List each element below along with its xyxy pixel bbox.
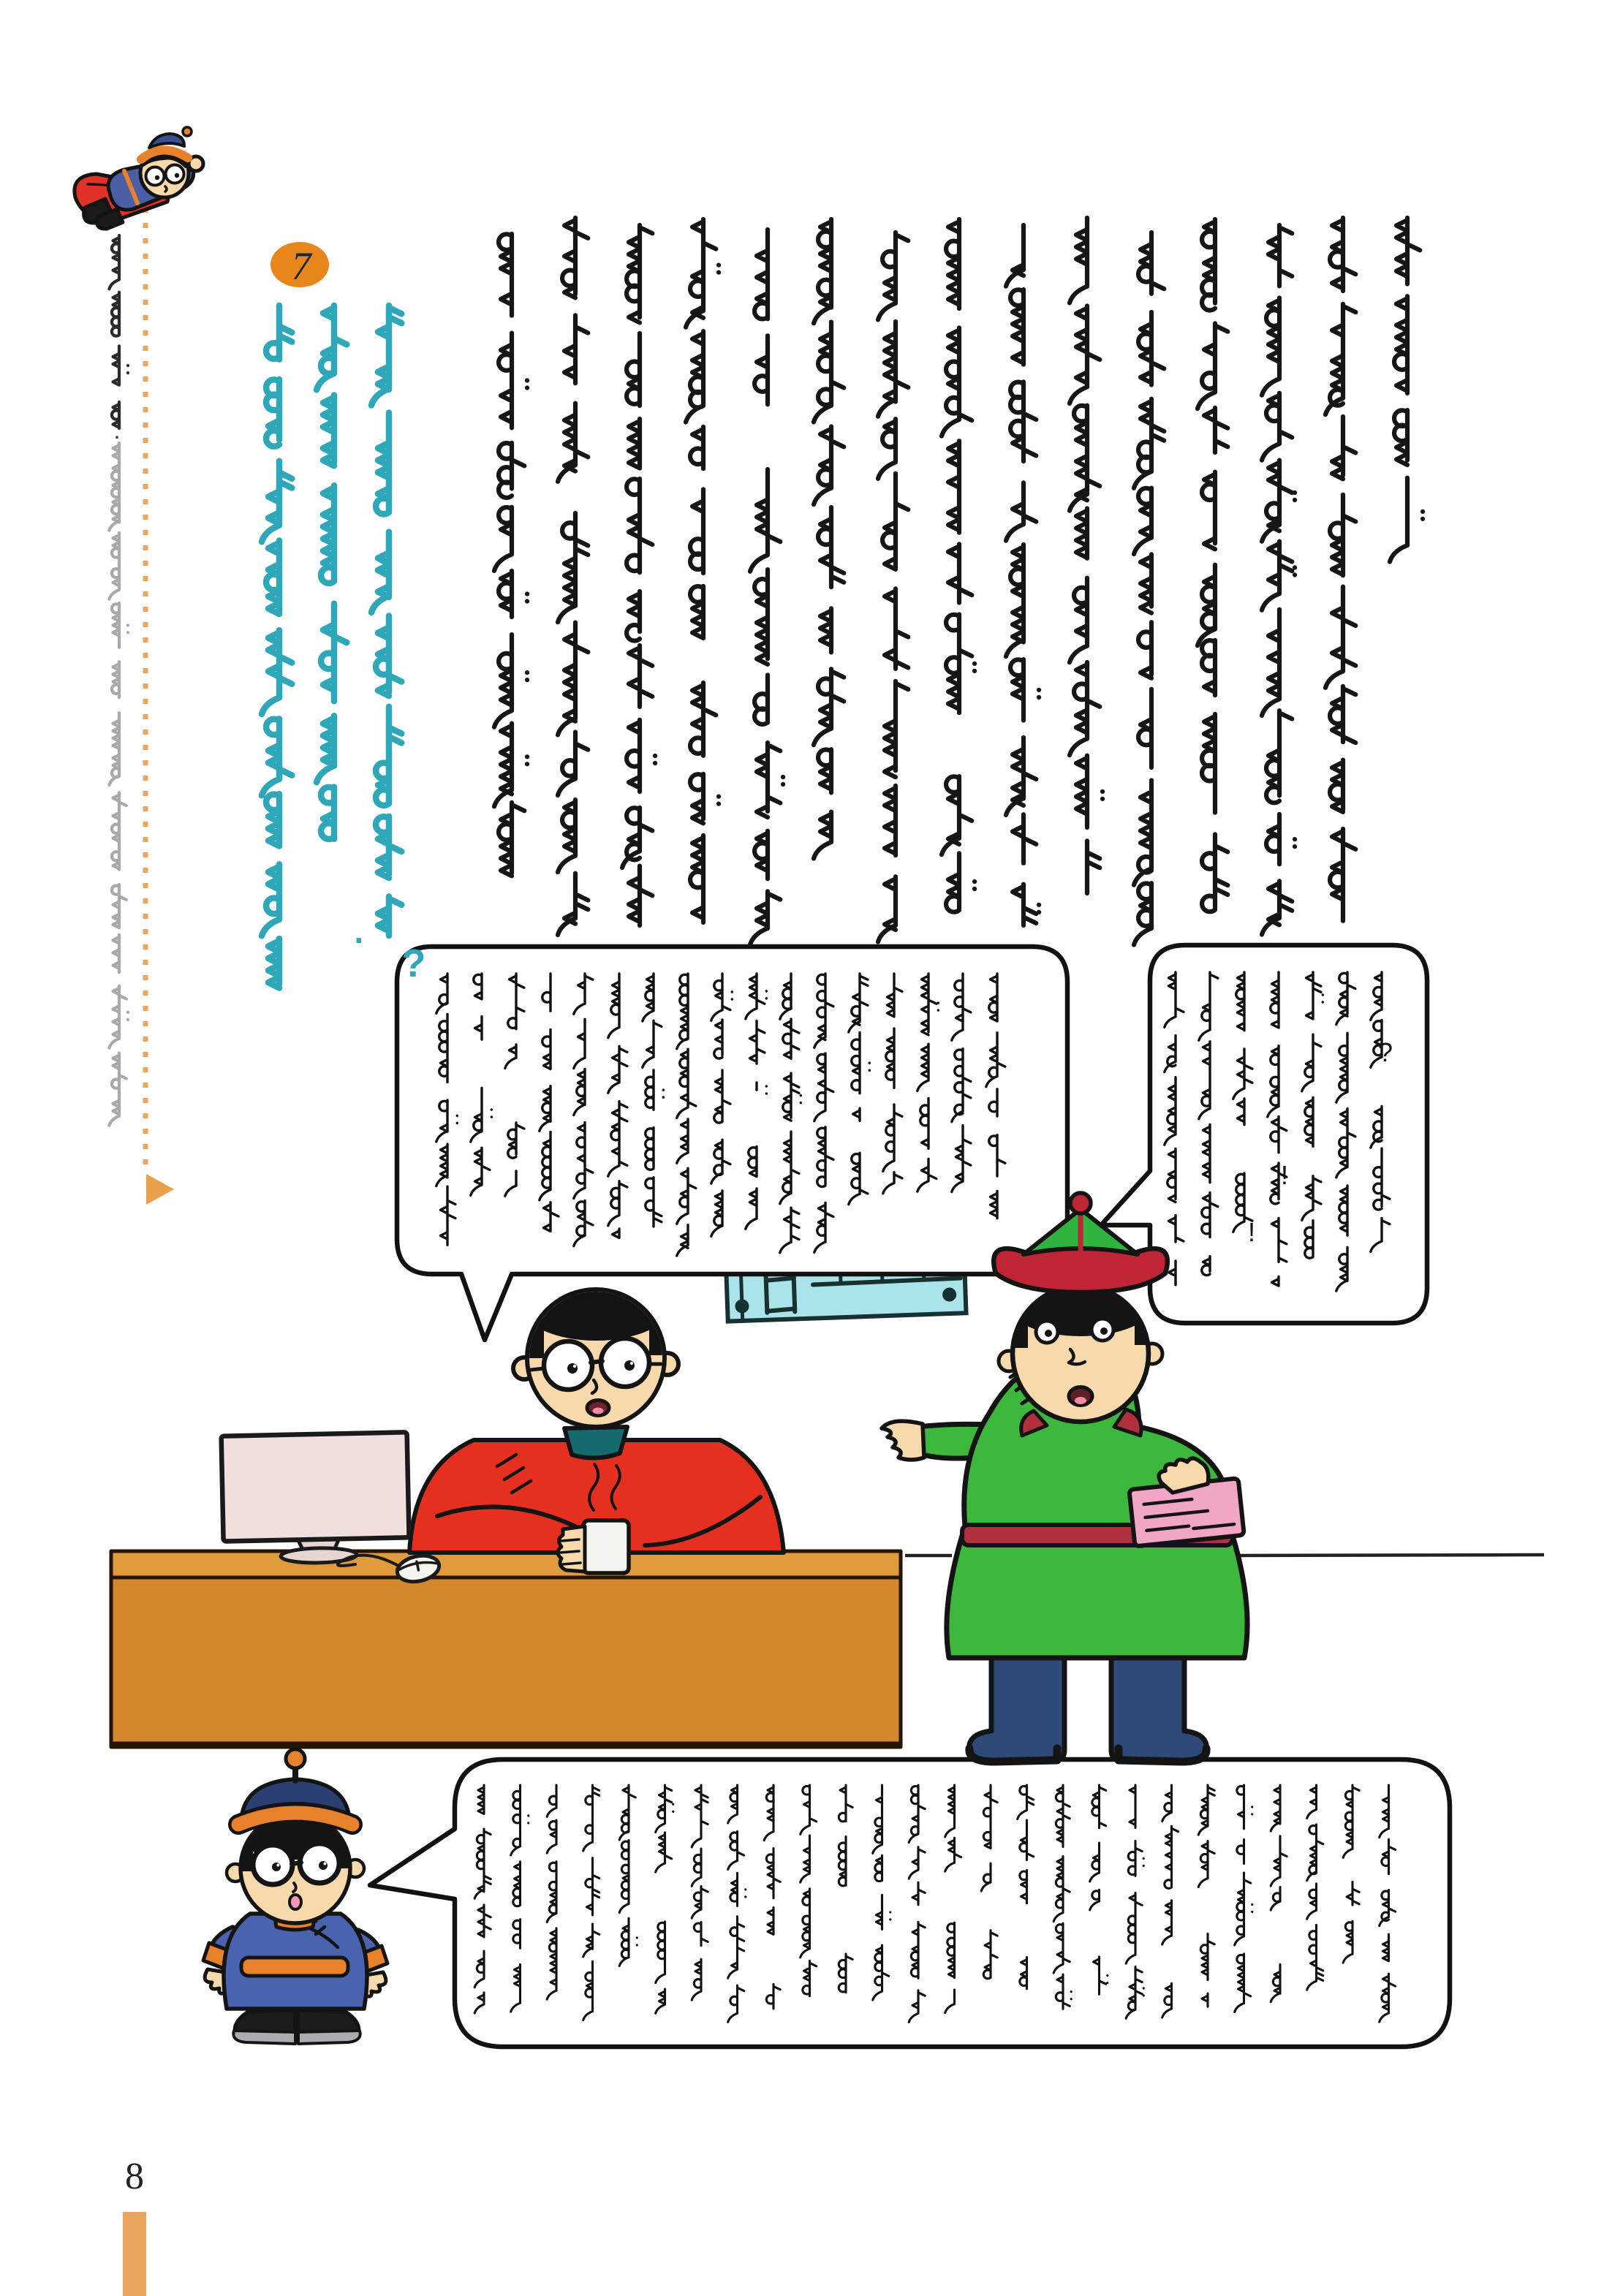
mascot-hat (149, 134, 184, 148)
flying-mascot (75, 127, 203, 229)
mark-teal-comma-dot: · (354, 921, 366, 959)
standing-man-hat-knob (1070, 1193, 1091, 1213)
standing-man-hand (882, 1421, 924, 1460)
speech-bubble-bottom (370, 1759, 1450, 2047)
desk-top (111, 1551, 901, 1577)
script-column (1325, 218, 1355, 921)
standing-man-hat-brim (994, 1248, 1168, 1292)
script-column (814, 219, 844, 859)
lesson-number: 7 (291, 244, 311, 288)
script-column (262, 306, 292, 988)
script-column (494, 234, 527, 876)
script-column (878, 232, 908, 942)
desk (111, 1551, 901, 1747)
boy (203, 1749, 387, 2044)
seated-man-glasses (544, 1341, 592, 1390)
lesson-badge (270, 242, 329, 288)
script-column (686, 219, 719, 922)
page-number: 8 (125, 2156, 144, 2197)
standing-man-hand-2 (1159, 1458, 1208, 1493)
mug (583, 1520, 629, 1573)
script-column (750, 230, 783, 945)
script-column (1390, 218, 1423, 562)
desk-front (111, 1577, 901, 1747)
script-column (1006, 225, 1039, 925)
standing-man-boot-left (969, 1658, 1064, 1762)
script-block-sidebar-heading-gray (109, 443, 128, 1126)
footer-bar (123, 2212, 146, 2296)
script-column (109, 443, 128, 1126)
boy-hat-knob (286, 1749, 305, 1768)
monitor-screen (222, 1432, 409, 1541)
script-column (1198, 219, 1227, 912)
boy-mouth (290, 1895, 301, 1909)
chart-pin-icon (735, 1300, 749, 1314)
script-column (1262, 225, 1295, 935)
script-column (942, 219, 975, 912)
script-block-main-passage (494, 218, 1423, 945)
script-column (558, 218, 588, 935)
sidebar-guide (145, 208, 174, 1205)
script-block-teal-question (262, 306, 401, 988)
boy-belt (241, 1958, 348, 1976)
mark-teal-question-mark: ? (401, 941, 426, 985)
script-column (371, 306, 401, 936)
script-column (622, 225, 655, 925)
mascot-glasses (146, 167, 164, 186)
script-column (109, 235, 128, 428)
monitor-base (281, 1547, 357, 1564)
chart-pin-icon-2 (942, 1288, 956, 1302)
seated-man-collar (564, 1427, 627, 1458)
arrow-triangle-icon (146, 1174, 174, 1205)
script-column (1070, 218, 1102, 893)
mark-bubble-right-exclamation-2: ! (1247, 1217, 1256, 1247)
script-column (317, 306, 347, 839)
mark-bubble-right-question-mark: ? (1377, 1037, 1393, 1067)
script-column (1134, 232, 1164, 945)
mark-bubble-right-exclamation-1: ! (1280, 1160, 1289, 1190)
script-block-sidebar-heading-black (109, 235, 128, 428)
standing-man-boot-right (1111, 1658, 1206, 1762)
mark-sidebar-colon: : (113, 417, 121, 444)
